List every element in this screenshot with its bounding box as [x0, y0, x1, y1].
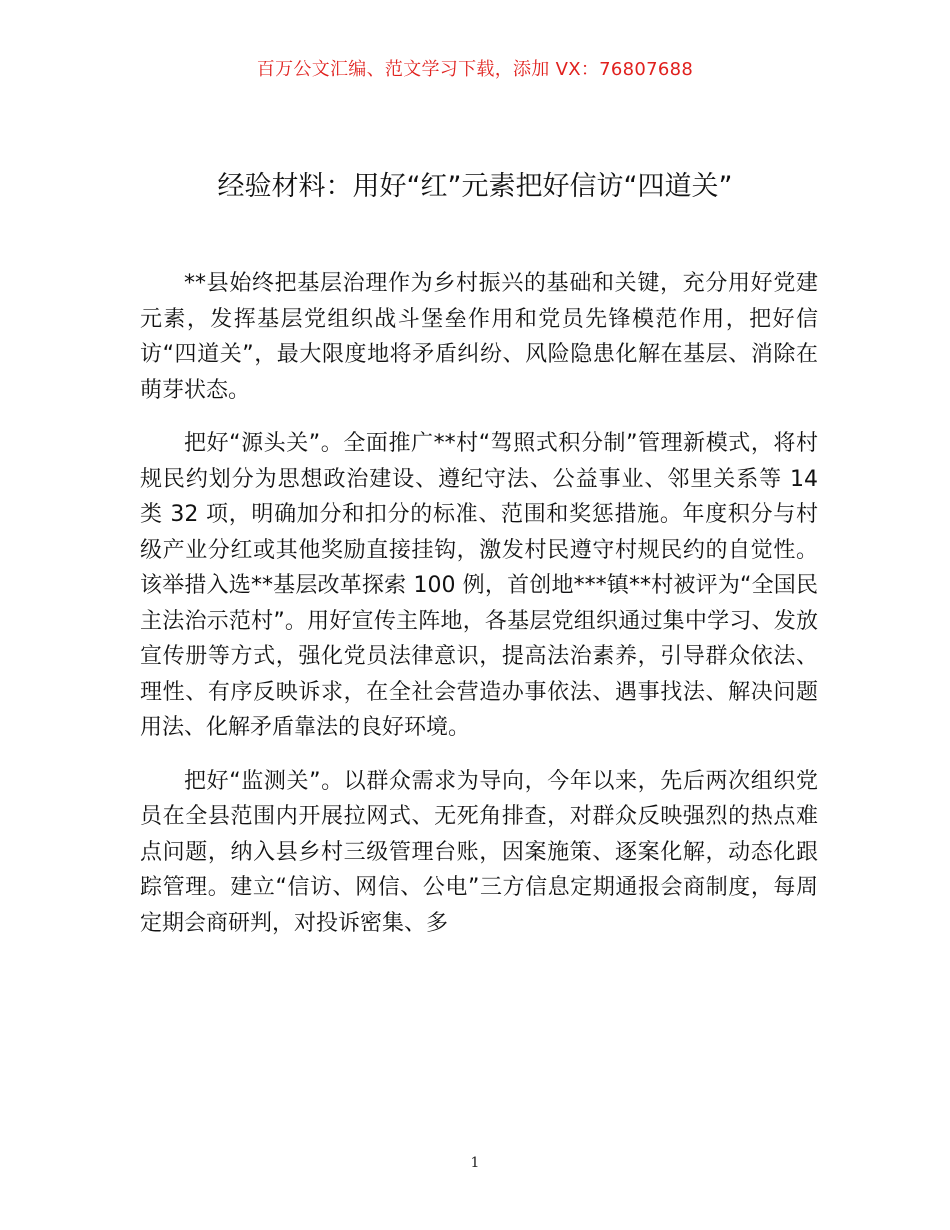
- header-banner: 百万公文汇编、范文学习下载，添加 VX：76807688: [256, 59, 694, 80]
- paragraph-monitoring: 把好“监测关”。以群众需求为导向，今年以来，先后两次组织党员在全县范围内开展拉网式、无死角排查，对群众反映强烈的热点难点问题，纳入县乡村三级管理台账，因案施策、逐案化解，动态化跟踪管理。建立“信访、网信、公电”三方信息定期通报会商制度，每周定期会商研判，对投诉密集、多: [140, 768, 818, 936]
- document-body: [140, 266, 818, 959]
- document-title: 经验材料：用好“红”元素把好信访“四道关”: [217, 171, 733, 202]
- page-number: 1: [470, 1155, 480, 1171]
- paragraph-source-control: 把好“源头关”。全面推广**村“驾照式积分制”管理新模式，将村规民约划分为思想政治建设、遵纪守法、公益事业、邻里关系等 14 类 32 项，明确加分和扣分的标准、范围和奖惩措施。年度积分与村级产业分红或其他奖励直接挂钩，激发村民遵守村规民约的自觉性。该举措入选**基层改革探索 100 例，首创地***镇**村被评为“全国民主法治示范村”。用好宣传主阵地，各基层党组织通过集中学习、发放宣传册等方式，强化党员法律意识，提高法治素养，引导群众依法、理性、有序反映诉求，在全社会营造办事依法、遇事找法、解决问题用法、化解矛盾靠法的良好环境。: [140, 431, 818, 740]
- paragraph-intro: **县始终把基层治理作为乡村振兴的基础和关键，充分用好党建元素，发挥基层党组织战斗堡垒作用和党员先锋模范作用，把好信访“四道关”，最大限度地将矛盾纠纷、风险隐患化解在基层、消除在萌芽状态。: [140, 271, 818, 403]
